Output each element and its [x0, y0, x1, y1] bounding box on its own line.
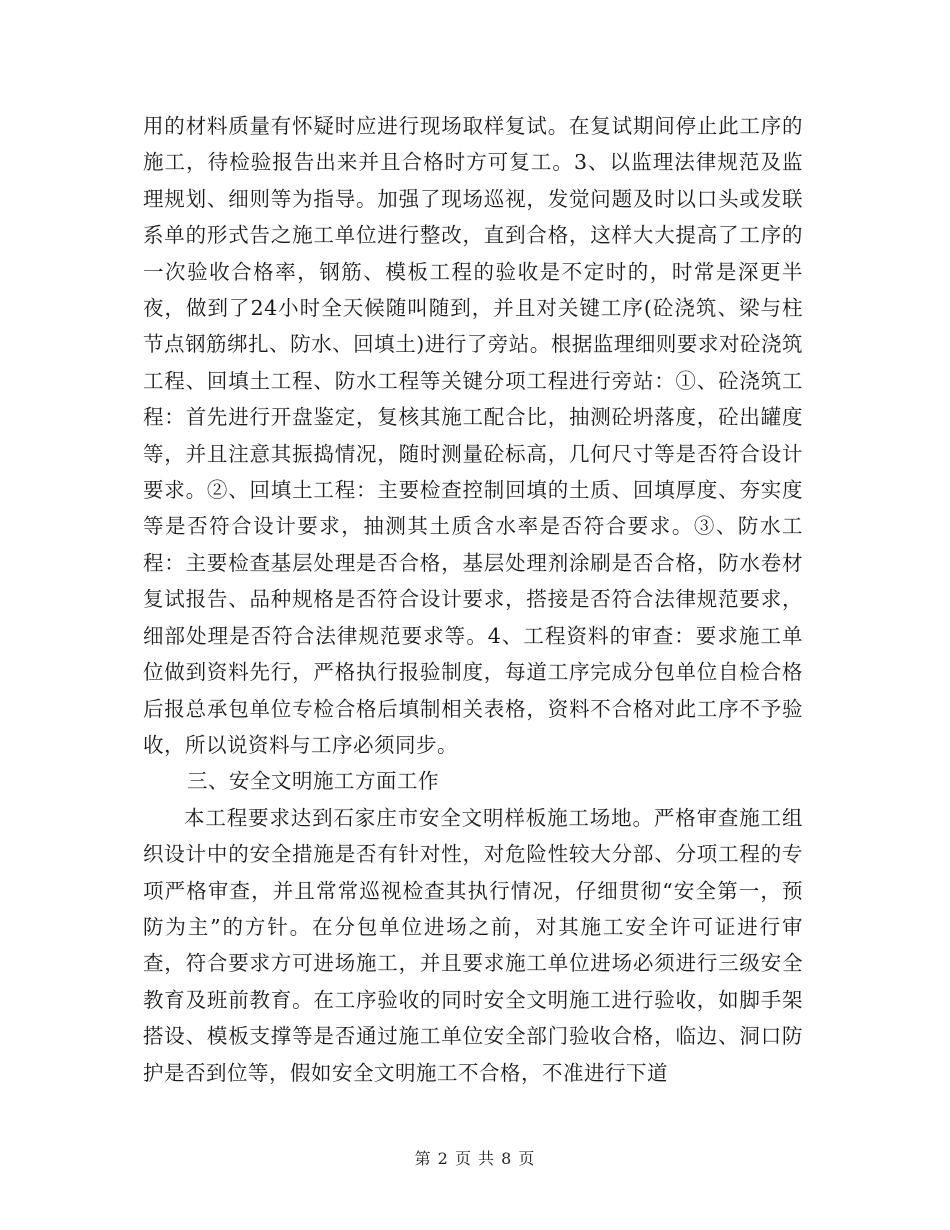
- document-body: [143, 108, 803, 1091]
- section-heading: 三、安全文明施工方面工作: [187, 769, 439, 794]
- page-number-footer: 第 2 页 共 8 页: [414, 1149, 536, 1168]
- paragraph-continued: 用的材料质量有怀疑时应进行现场取样复试。在复试期间停止此工序的施工，待检验报告出来并且合格时方可复工。3、以监理法律规范及监理规划、细则等为指导。加强了现场巡视，发觉问题及时以口头或发联系单的形式告之施工单位进行整改，直到合格，这样大大提高了工序的一次验收合格率，钢筋、模板工程的验收是不定时的，时常是深更半夜，做到了24小时全天候随叫随到，并且对关键工序(砼浇筑、梁与柱节点钢筋绑扎、防水、回填土)进行了旁站。根据监理细则要求对砼浇筑工程、回填土工程、防水工程等关键分项工程进行旁站：①、砼浇筑工程：首先进行开盘鉴定，复核其施工配合比，抽测砼坍落度，砼出罐度等，并且注意其振捣情况，随时测量砼标高，几何尺寸等是否符合设计要求。②、回填土工程：主要检查控制回填的土质、回填厚度、夯实度等是否符合设计要求，抽测其土质含水率是否符合要求。③、防水工程：主要检查基层处理是否合格，基层处理剂涂刷是否合格，防水卷材复试报告、品种规格是否符合设计要求，搭接是否符合法律规范要求，细部处理是否符合法律规范要求等。4、工程资料的审查：要求施工单位做到资料先行，严格执行报验制度，每道工序完成分包单位自检合格后报总承包单位专检合格后填制相关表格，资料不合格对此工序不予验收，所以说资料与工序必须同步。: [143, 114, 803, 757]
- section-paragraph: 本工程要求达到石家庄市安全文明样板施工场地。严格审查施工组织设计中的安全措施是否有针对性，对危险性较大分部、分项工程的专项严格审查，并且常常巡视检查其执行情况，仔细贯彻“安全第一，预防为主”的方针。在分包单位进场之前，对其施工安全许可证进行审查，符合要求方可进场施工，并且要求施工单位进场必须进行三级安全教育及班前教育。在工序验收的同时安全文明施工进行验收，如脚手架搭设、模板支撑等是否通过施工单位安全部门验收合格，临边、洞口防护是否到位等，假如安全文明施工不合格，不准进行下道: [143, 805, 803, 1085]
